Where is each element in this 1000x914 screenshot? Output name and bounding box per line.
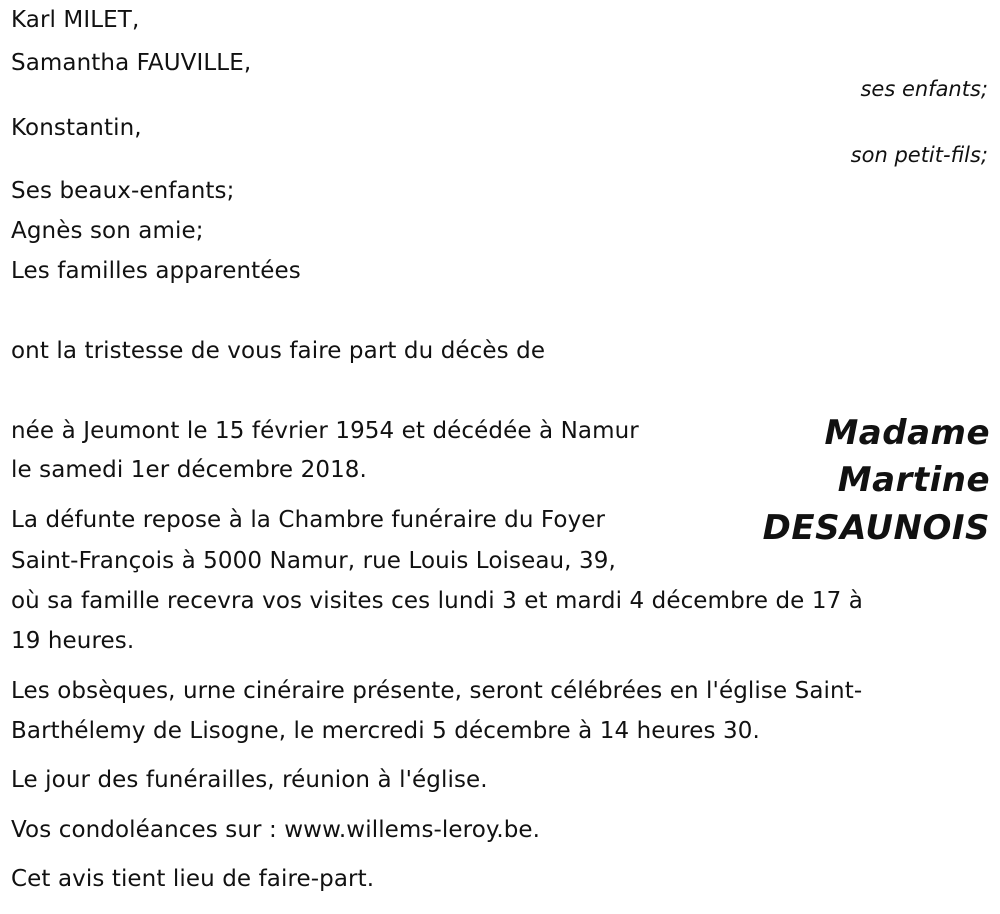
deceased-first-name: Martine [837, 460, 990, 500]
deceased-last-name: DESAUNOIS [762, 508, 990, 548]
step-children: Ses beaux-enfants; [11, 178, 235, 204]
visits-line-1: où sa famille recevra vos visites ces lundi 3 et mardi 4 décembre de 17 à [11, 588, 863, 614]
related-families: Les familles apparentées [11, 258, 301, 284]
ceremony-line-1: Les obsèques, urne cinéraire présente, seront célébrées en l'église Saint- [11, 678, 863, 704]
child-name-2: Samantha FAUVILLE, [11, 50, 252, 76]
child-name-1: Karl MILET, [11, 7, 140, 33]
grandchild-role: son petit-fils; [850, 143, 988, 167]
children-role: ses enfants; [860, 77, 988, 101]
notice-line: Cet avis tient lieu de faire-part. [11, 866, 375, 892]
gathering-line: Le jour des funérailles, réunion à l'église. [11, 767, 488, 793]
birth-death-line: née à Jeumont le 15 février 1954 et décédée à Namur [11, 418, 639, 444]
announcement-text: ont la tristesse de vous faire part du décès de [11, 338, 546, 364]
funeral-home-line-1: La défunte repose à la Chambre funéraire du Foyer [11, 507, 606, 533]
visits-line-2: 19 heures. [11, 628, 135, 654]
ceremony-line-2: Barthélemy de Lisogne, le mercredi 5 décembre à 14 heures 30. [11, 718, 760, 744]
friend: Agnès son amie; [11, 218, 204, 244]
death-date-line: le samedi 1er décembre 2018. [11, 457, 367, 483]
condolences-line: Vos condoléances sur : www.willems-leroy.be. [11, 817, 541, 843]
deceased-title: Madame [824, 413, 990, 453]
grandchild-name: Konstantin, [11, 115, 142, 141]
funeral-home-line-2: Saint-François à 5000 Namur, rue Louis Loiseau, 39, [11, 548, 616, 574]
